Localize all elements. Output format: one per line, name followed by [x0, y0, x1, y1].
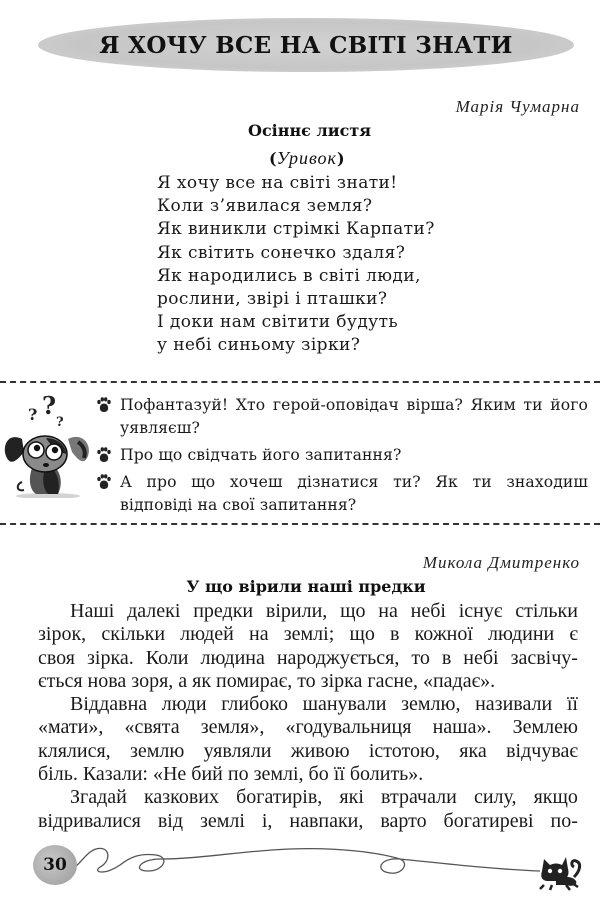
word: клялися,: [38, 739, 111, 762]
discussion-questions: [96, 394, 588, 521]
word: відчуває: [506, 739, 578, 762]
story-line: ється нова зоря, а як помирає, то зірка гасне, «падає».: [38, 669, 496, 692]
kitten-icon: [536, 849, 584, 891]
word: Землею: [512, 716, 578, 739]
word: варто: [380, 809, 427, 832]
word: людей: [180, 623, 234, 646]
dashed-divider-top: [0, 381, 600, 383]
word: предки: [193, 600, 254, 622]
word: скільки: [101, 623, 166, 646]
question-text: Пофантазуй! Хто герой-оповідач вірша? Яким ти його уявляєш?: [120, 396, 588, 437]
word: називали: [475, 693, 553, 716]
word: людини: [488, 623, 555, 646]
story-line: [38, 600, 578, 623]
story-line: [38, 740, 578, 763]
poem-line: Як виникли стрімкі Карпати?: [157, 219, 435, 240]
poem-line: Коли з’явилася земля?: [157, 196, 373, 217]
question-item: [96, 394, 588, 440]
poem-line: рослини, звірі і пташки?: [157, 289, 388, 310]
word: небі: [463, 646, 499, 669]
word: глибоко: [221, 693, 288, 716]
word: Згадай: [70, 786, 127, 809]
poem-body: [157, 172, 435, 358]
word: шанували: [302, 693, 387, 716]
word: «годувальниця: [285, 716, 412, 739]
chapter-banner: [38, 18, 574, 72]
word: на: [249, 623, 269, 646]
question-text: Про що свідчать його запитання?: [120, 446, 402, 464]
poem-line: у небі синьому зірки?: [157, 335, 361, 356]
word: землю: [129, 739, 185, 762]
poem-title: Осіннє листя: [248, 121, 372, 140]
word: землі: [199, 809, 245, 832]
story-line: [38, 647, 578, 670]
word: якщо: [533, 786, 578, 809]
word: богатирів,: [236, 786, 323, 809]
word: людина: [200, 646, 265, 669]
word: відривалися: [38, 809, 141, 832]
word: наша».: [432, 716, 492, 739]
poem-author: Марія Чумарна: [455, 97, 580, 116]
story-line: [38, 716, 578, 739]
story-line: [38, 810, 578, 833]
word: Наші: [70, 600, 115, 622]
poem-line: Як народились в світі люди,: [157, 265, 421, 286]
yarn-thread-icon: [70, 845, 550, 890]
story-body: [38, 600, 578, 833]
word: земля»,: [200, 716, 265, 739]
paw-print-icon: [96, 447, 112, 463]
word: «мати»,: [38, 716, 104, 739]
paw-print-icon: [96, 474, 112, 490]
word: землю,: [401, 693, 461, 716]
word: що: [349, 623, 375, 646]
story-line: [38, 623, 578, 646]
word: далекі: [127, 600, 181, 622]
word: яка: [459, 739, 487, 762]
puzzled-puppy-icon: [2, 394, 94, 498]
chapter-title: Я ХОЧУ ВСЕ НА СВІТІ ЗНАТИ: [99, 31, 513, 59]
word: уявляли: [203, 739, 272, 762]
word: силу,: [473, 786, 517, 809]
svg-text:?: ?: [28, 405, 38, 424]
story-line: біль. Казали: «Не бий по землі, бо її болить».: [38, 763, 424, 786]
poem-subtitle: (Уривок): [269, 148, 345, 168]
story-author: Микола Дмитренко: [422, 553, 580, 572]
word: в: [441, 646, 452, 669]
word: стільки: [515, 600, 578, 622]
question-text: А про що хочеш дізнатися ти? Як ти знаходиш відповіді на свої запитання?: [120, 473, 588, 514]
dashed-divider-bottom: [0, 523, 600, 525]
story-line: [38, 786, 578, 809]
poem-line: Я хочу все на світі знати!: [157, 173, 398, 193]
word: існує: [458, 600, 503, 622]
poem-line: Як світить сонечко здаля?: [157, 242, 406, 263]
word: Віддавна: [70, 693, 148, 716]
svg-text:?: ?: [56, 415, 64, 430]
word: своя: [38, 646, 76, 669]
word: втрачали: [381, 786, 457, 809]
poem-subtitle-text: Уривок: [276, 148, 337, 168]
story-line: [38, 693, 578, 716]
question-item: [96, 471, 588, 517]
word: її: [566, 693, 578, 716]
word: є: [569, 623, 578, 646]
word: живою: [290, 739, 350, 762]
story-title: У що вірили наші предки: [186, 577, 426, 596]
poem-line: І доки нам світити будуть: [157, 312, 399, 333]
word: на: [378, 600, 398, 622]
word: зірок,: [38, 623, 87, 646]
page-footer: [0, 845, 600, 900]
word: казкових: [143, 786, 220, 809]
paw-print-icon: [96, 397, 112, 413]
word: землі;: [283, 623, 335, 646]
svg-text:?: ?: [42, 394, 57, 420]
word: небі: [410, 600, 446, 622]
word: народжується,: [276, 646, 400, 669]
word: люди: [161, 693, 207, 716]
word: від: [157, 809, 183, 832]
word: що: [340, 600, 366, 622]
word: богатиреві: [443, 809, 534, 832]
word: зірка.: [87, 646, 134, 669]
word: засвічу-: [510, 646, 578, 669]
word: вірили,: [265, 600, 328, 622]
word: Коли: [145, 646, 189, 669]
word: істотою,: [368, 739, 440, 762]
question-item: [96, 444, 588, 467]
word: і,: [261, 809, 273, 832]
word: кожної: [414, 623, 473, 646]
word: які: [339, 786, 364, 809]
word: то: [411, 646, 430, 669]
page-number: 30: [43, 855, 67, 875]
page-number-ball: [33, 845, 77, 885]
word: «свята: [124, 716, 180, 739]
word: по-: [550, 809, 578, 832]
word: в: [390, 623, 400, 646]
word: навпаки,: [289, 809, 364, 832]
